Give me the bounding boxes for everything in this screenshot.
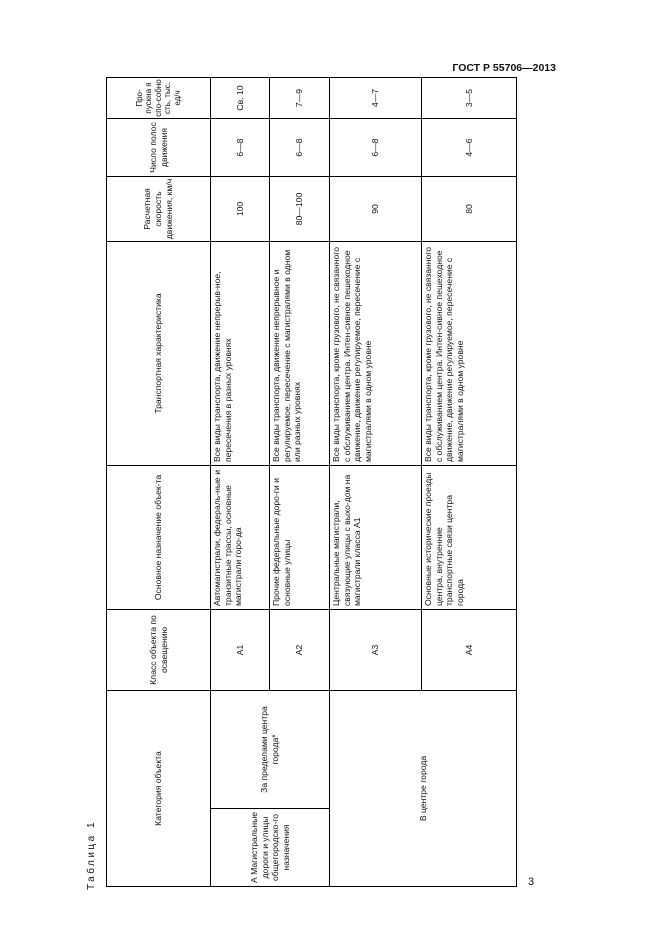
row-a3-capacity: 4—7 <box>370 88 381 108</box>
table-caption-wrap <box>86 820 100 890</box>
document-id: ГОСТ Р 55706—2013 <box>452 62 556 74</box>
row-a4-lanes: 4—6 <box>463 138 474 157</box>
row-a4-speed: 80 <box>463 204 474 214</box>
header-lanes: Число полос движения <box>147 122 169 173</box>
row-a1-class: А1 <box>234 644 245 656</box>
header-speed: Расчетная скорость движения, км/ч <box>142 178 174 240</box>
header-class: Класс объекта по освещению <box>147 615 169 685</box>
header-capacity: Про-пускна я спо-собно сть, тыс. ед/ч <box>134 79 182 117</box>
subgroup-outside: За пределами центра города* <box>259 706 280 793</box>
row-a3-purpose: Центральные магистрали, связующие улицы с выхо-дом на магистрали класса А1 <box>331 474 363 606</box>
row-a4-purpose: Основные исторические проезды центра, внутренние транспортные связи центра города <box>423 472 466 606</box>
row-a1-transport: Все виды транспорта, движение непрерыв-ное, пересечения в разных уровнях <box>212 271 233 462</box>
header-purpose: Основное назначение объек-та <box>153 474 164 601</box>
row-a2-class: А2 <box>294 644 305 656</box>
category-main: А Магистральные дороги и улицы общегородско-го назначения <box>249 811 291 884</box>
row-a2-lanes: 6—8 <box>294 138 305 157</box>
row-a4-class: А4 <box>463 644 474 656</box>
header-category: Категория объекта <box>153 751 164 826</box>
subgroup-center: В центре города <box>418 755 429 822</box>
row-a2-transport: Все виды транспорта, движение непрерывное и регулируемое, пересечение с магистралями в одном или разных уровнях <box>271 249 303 462</box>
row-a2-purpose: Прочие федеральные доро-ги и основные улицы <box>271 478 292 606</box>
table-caption: Таблица 1 <box>86 819 97 890</box>
row-a1-lanes: 6—8 <box>234 138 245 157</box>
row-a4-transport: Все виды транспорта, кроме грузового, не связанного с обслуживанием центра. Интен-сивное пешеходное движение, движение регулируемое, пересечение с магистралями в одном уровне <box>423 246 466 462</box>
row-a3-class: А3 <box>370 644 381 656</box>
row-a2-speed: 80—100 <box>294 192 305 226</box>
row-a3-speed: 90 <box>370 204 381 214</box>
row-a1-purpose: Автомагистрали, федераль-ные и транзитные трассы, основные магистрали горо-да <box>212 470 244 606</box>
header-transport: Транспортная характеристика <box>153 293 164 414</box>
row-a3-transport: Все виды транспорта, кроме грузового, не связанного с обслуживанием центра. Интен-сивное пешеходное движение, движение регулируемое, пересечение с магистралями в одном уровне <box>331 246 374 462</box>
row-a1-capacity: Св. 10 <box>234 85 245 111</box>
row-a1-speed: 100 <box>234 201 245 217</box>
row-a4-capacity: 3—5 <box>463 88 474 108</box>
row-a2-capacity: 7—9 <box>294 88 305 108</box>
page-number: 3 <box>528 876 535 888</box>
row-a3-lanes: 6—8 <box>370 138 381 157</box>
